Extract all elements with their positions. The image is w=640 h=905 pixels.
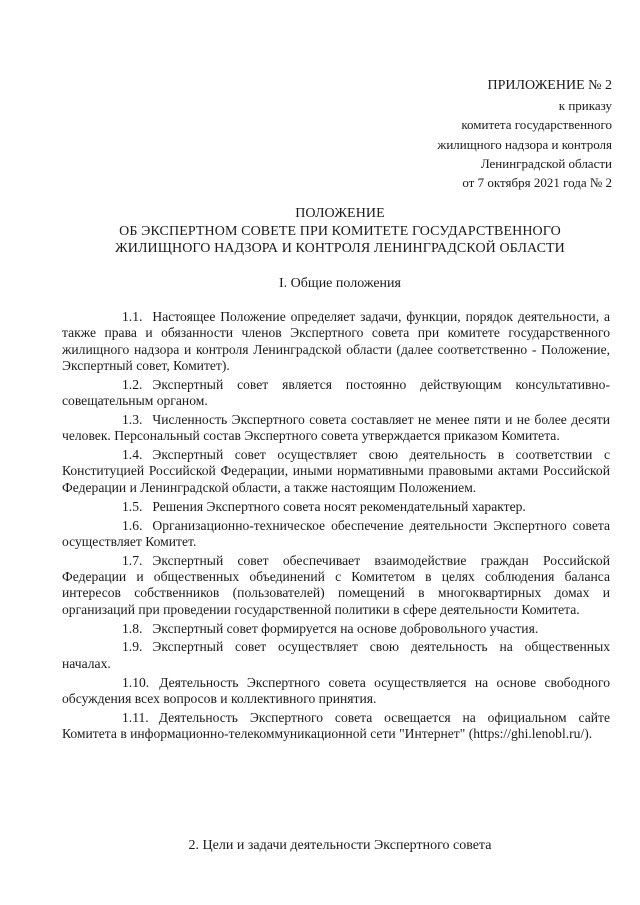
- title-line: ЖИЛИЩНОГО НАДЗОРА И КОНТРОЛЯ ЛЕНИНГРАДСКОЙ ОБЛАСТИ: [115, 241, 565, 256]
- paragraph-number: 1.8.: [122, 620, 143, 636]
- paragraph-text: Экспертный совет является постоянно действующим консультативно-совещательным органом.: [62, 376, 610, 409]
- paragraph-text: Организационно-техническое обеспечение деятельности Экспертного совета осуществляет Комитет.: [62, 517, 610, 549]
- paragraph-number: 1.2.: [122, 376, 143, 392]
- paragraph-number: 1.3.: [122, 411, 143, 427]
- paragraph: [62, 518, 610, 551]
- paragraph: [62, 412, 610, 445]
- paragraph-number: 1.10.: [122, 674, 150, 690]
- paragraph-text: Экспертный совет осуществляет свою деятельность в соответствии с Конституцией Российской Федерации, иными нормативными правовыми актами Российской Федерации и Ленинградской области, а также настоящим Положением.: [62, 447, 610, 495]
- appendix-line: жилищного надзора и контроля: [437, 136, 612, 152]
- paragraph-number: 1.11.: [122, 709, 149, 725]
- paragraph: [62, 447, 610, 496]
- appendix-line: Ленинградской области: [480, 155, 612, 171]
- paragraph-text: Экспертный совет обеспечивает взаимодействие граждан Российской Федерации и общественных объединений с Комитетом в целях соблюдения баланса интересов собственников (пользователей) помещений в многоквартирных домах и организаций при проведении государственной политики в сфере деятельности Комитета.: [62, 552, 610, 617]
- paragraph-text: Экспертный совет осуществляет свою деятельность на общественных началах.: [62, 639, 610, 671]
- paragraph: [62, 675, 610, 708]
- paragraph-number: 1.6.: [122, 517, 143, 533]
- paragraph-number: 1.7.: [122, 552, 143, 568]
- title-line: ПОЛОЖЕНИЕ: [295, 206, 385, 221]
- paragraph-text: Настоящее Положение определяет задачи, функции, порядок деятельности, а также права и обязанности членов Экспертного совета при комитете государственного жилищного надзора и контроля Ленинградской области (далее соответственно - Положение, Экспертный совет, Комитет).: [62, 309, 610, 373]
- paragraph: [62, 710, 610, 743]
- paragraph: [62, 621, 610, 637]
- document-title: [60, 205, 620, 258]
- paragraph-text: Решения Экспертного совета носят рекомендательный характер.: [152, 498, 526, 514]
- appendix-title: ПРИЛОЖЕНИЕ № 2: [487, 78, 612, 93]
- paragraph-number: 1.4.: [122, 447, 143, 463]
- paragraph: [62, 639, 610, 672]
- paragraph-number: 1.1.: [122, 309, 143, 324]
- paragraph-text: Численность Экспертного совета составляет не менее пяти и не более десяти человек. Персональный состав Экспертного совета утверждается приказом Комитета.: [62, 411, 610, 444]
- section-heading-goals: 2. Цели и задачи деятельности Экспертного совета: [188, 838, 492, 853]
- paragraph: [62, 309, 610, 374]
- paragraph-number: 1.5.: [122, 498, 143, 514]
- section-body: [62, 309, 610, 745]
- paragraph: [62, 377, 610, 410]
- paragraph-text: Экспертный совет формируется на основе добровольного участия.: [152, 620, 539, 636]
- section-heading-general: I. Общие положения: [279, 276, 401, 291]
- paragraph: [62, 553, 610, 618]
- paragraph-text: Деятельность Экспертного совета осуществляется на основе свободного обсуждения всех вопросов и коллективного принятия.: [62, 674, 610, 706]
- paragraph-text: Деятельность Экспертного совета освещается на официальном сайте Комитета в информационно-телекоммуникационной сети "Интернет" (https://ghi.lenobl.ru/).: [62, 709, 610, 742]
- appendix-block: [352, 76, 612, 192]
- paragraph-number: 1.9.: [122, 639, 143, 655]
- paragraph: [62, 499, 610, 515]
- title-line: ОБ ЭКСПЕРТНОМ СОВЕТЕ ПРИ КОМИТЕТЕ ГОСУДАРСТВЕННОГО: [119, 223, 561, 239]
- appendix-line: комитета государственного: [461, 117, 612, 133]
- appendix-line: к приказу: [558, 98, 612, 114]
- appendix-line: от 7 октября 2021 года № 2: [462, 175, 612, 191]
